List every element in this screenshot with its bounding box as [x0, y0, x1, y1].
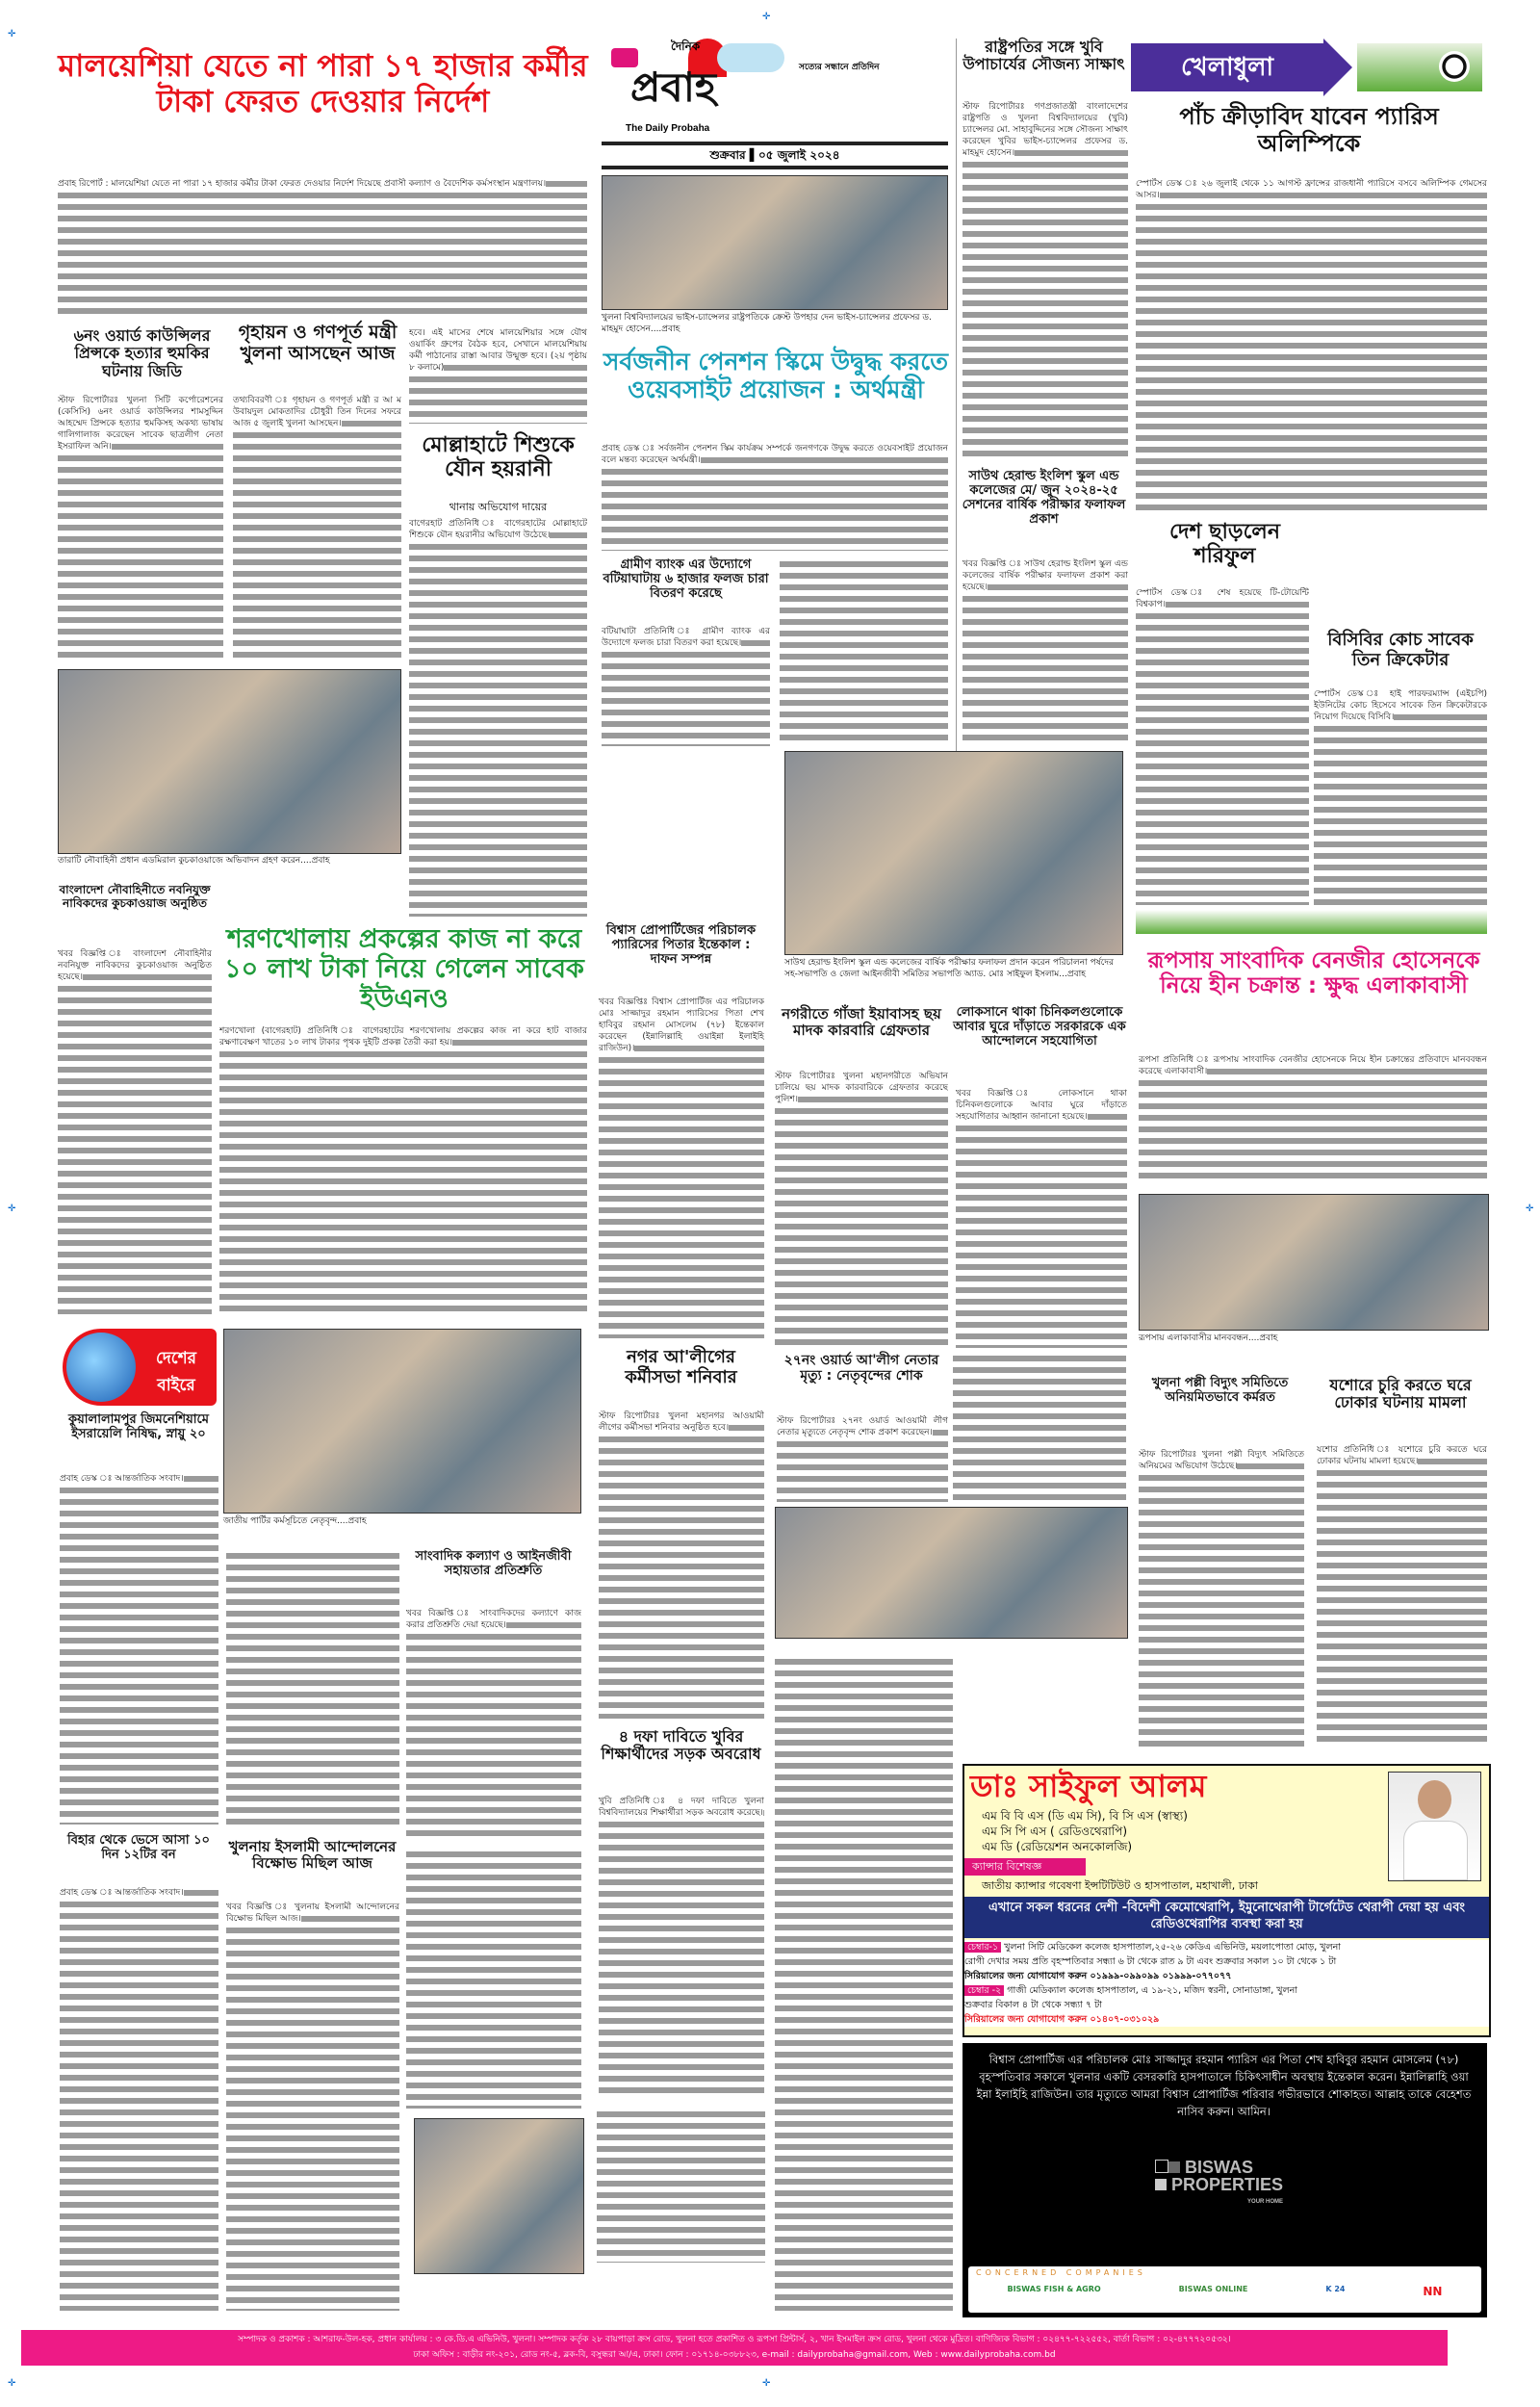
awami-headline: নগর আ'লীগের কর্মীসভা শনিবার: [625, 1347, 737, 1387]
jessore-body: যশোর প্রতিনিধি ঃ যশোরে চুরি করতে ঘরে ঢোকার ঘটনায় মামলা হয়েছে।: [1317, 1444, 1487, 1747]
biswas-headline: বিশ্বাস প্রোপার্টিজের পরিচালক প্যারিসের পিতার ইন্তেকাল : দাফন সম্পন্ন: [605, 923, 757, 967]
lead-continued: হবে। এই মাসের শেষে মালয়েশিয়ার সঙ্গে যৌথ ওয়ার্কিং গ্রুপের বৈঠক হবে, সেখানে মালয়েশিয়ায় কর্মী পাঠানোর রাস্তা আবার উন্মুক্ত হবে। (২য় পৃষ্ঠায় ৮ কলামে): [409, 327, 587, 424]
obituary-advertisement: [962, 2043, 1487, 2317]
masthead-name: প্রবাহ: [630, 64, 716, 111]
bcb-headline: বিসিবির কোচ সাবেক তিন ক্রিকেটার: [1314, 631, 1487, 670]
bihar-headline: বিহার থেকে ভেসে আসা ১০ দিন ১২টির বন: [58, 1834, 219, 1863]
doctor-advertisement: [962, 1764, 1491, 2037]
concerned-companies: CONCERNED COMPANIES BISWAS FISH & AGRO BISWAS ONLINE K 24 NN: [968, 2266, 1481, 2313]
biswas-body: খবর বিজ্ঞপ্তিঃ বিশ্বাস প্রোপার্টিজ এর পরিচালক মোঃ সাজ্জাদুর রহমান প্যারিসের পিতা শেখ হাবিবুর রহমান মোসলেম (৭৮) ইন্তেকাল করেছেন (ইন্নালিল্লাহি ওয়াইন্না ইলাইহি রাজিউন)।: [599, 996, 764, 1338]
photo-caption: তারাটি নৌবাহিনী প্রধান এডমিরাল কুচকাওয়াজে অভিবাদন গ্রহণ করেন....প্রবাহ: [58, 855, 399, 867]
masthead-slogan: সত্যের সন্ধানে প্রতিদিন: [799, 63, 880, 72]
company-logo: BISWAS ONLINE: [1178, 2285, 1248, 2293]
jp-body: [226, 1550, 399, 1829]
sports-banner-label: খেলাধুলা: [1131, 43, 1323, 91]
mollahat-body: বাগেরহাট প্রতিনিধি ঃ বাগেরহাটের মোল্লাহাটে শিশুকে যৌন হয়রানীর অভিযোগ উঠেছে।: [409, 518, 587, 917]
abroad-banner: [63, 1329, 217, 1406]
sports-banner: [1131, 39, 1487, 96]
olympics-body: স্পোর্টস ডেস্ক ঃ ২৬ জুলাই থেকে ১১ আগস্ট ফ্রান্সের রাজধানী প্যারিসে বসবে অলিম্পিক গেমসের আসর।: [1136, 178, 1487, 510]
ad-services-banner: এখানে সকল ধরনের দেশী -বিদেশী কেমোথেরাপি, ইমুনোথেরাপী টার্গেটেড থেরাপী দেয়া হয় এবং রেডিওথেরাপির ব্যবস্থা করা হয়: [964, 1897, 1489, 1938]
lawyer-body: খবর বিজ্ঞপ্তি ঃ সাংবাদিকদের কল্যাণে কাজ করার প্রতিশ্রুতি দেয়া হয়েছে।: [406, 1608, 581, 1839]
arrow-icon: [1323, 39, 1352, 96]
registration-mark-icon: ✛: [8, 29, 16, 39]
obituary-text: বিশ্বাস প্রোপার্টিজ এর পরিচালক মোঃ সাজ্জাদুর রহমান প্যারিস এর পিতা শেখ হাবিবুর রহমান মোসলেম (৭৮) বৃহস্পতিবার সকালে খুলনার একটি বেসরকারি হাসপাতালে চিকিৎসাধীন অবস্থায় ইন্তেকাল করেন। ইন্নালিল্লাহি ওয়া ইন্না ইলাইহি রাজিউন। তার মৃত্যুতে আমরা বিশ্বাস প্রোপার্টিজ পরিবার গভীরভাবে শোকাহত। আল্লাহ তাকে বেহেশত নাসিব করুন। আমিন।: [976, 2053, 1472, 2118]
grameen-body: বটিয়াঘাটা প্রতিনিধি ঃ গ্রামীণ ব্যাংক এর উদ্যোগে ফলজ চারা বিতরণ করা হয়েছে।: [602, 626, 770, 746]
pension-body-2: [780, 558, 948, 741]
pension-headline: সর্বজনীন পেনশন স্কিমে উদ্বুদ্ধ করতে ওয়েবসাইট প্রয়োজন : অর্থমন্ত্রী: [603, 348, 949, 403]
minister-body: তথ্যবিবরণী ঃ গৃহায়ন ও গণপূর্ত মন্ত্রী র আ ম উবায়দুল মোকতাদির চৌধুরী তিন দিনের সফরে আজ ৫ জুলাই খুলনা আসছেন।: [233, 395, 401, 660]
bcb-body: স্পোর্টস ডেস্ক ঃ হাই পারফরম্যান্স (এইচপি) ইউনিটের কোচ হিসেবে সাবেক তিন ক্রিকেটারকে নিয়োগ দিয়েছে বিসিবি।: [1314, 688, 1487, 905]
ad-doctor-name: ডাঃ সাইফুল আলম: [970, 1768, 1207, 1804]
kuet-body: খুবি প্রতিনিধি ঃ ৪ দফা দাবিতে খুলনা বিশ্ববিদ্যালয়ের শিক্ষার্থীরা সড়ক অবরোধ করেছে।: [599, 1796, 764, 2099]
navy-headline: বাংলাদেশ নৌবাহিনীতে নবনিযুক্ত নাবিকদের কুচকাওয়াজ অনুষ্ঠিত: [59, 883, 211, 910]
shariful-headline: দেশ ছাড়লেন শরিফুল: [1136, 520, 1314, 569]
meeting-photo: [414, 2118, 584, 2274]
registration-mark-icon: ✛: [762, 12, 771, 22]
minister-headline: গৃহায়ন ও গণপূর্ত মন্ত্রী খুলনা আসছেন আজ: [238, 322, 398, 364]
ad-degrees: এম বি বি এস (ডি এম সি), বি সি এস (স্বাস্থ্য) এম সি পি এস ( রেডিওথেরাপি) এম ডি (রেডিয়েশন অনকোলজি): [982, 1809, 1188, 1853]
photo-caption: খুলনা বিশ্ববিদ্যালয়ের ভাইস-চ্যান্সেলর রাষ্ট্রপতিকে ক্রেস্ট উপহার দেন ভাইস-চ্যান্সেলর প্রফেসর ড. মাহমুদ হোসেন....প্রবাহ: [602, 312, 948, 335]
vc-headline: রাষ্ট্রপতির সঙ্গে খুবি উপাচার্যের সৌজন্য সাক্ষাৎ: [962, 38, 1125, 74]
globe-icon: [66, 1333, 136, 1402]
doctor-photo: [1388, 1772, 1481, 1881]
drugs-body: স্টাফ রিপোর্টারঃ খুলনা মহানগরীতে অভিযান চালিয়ে ছয় মাদক কারবারিকে গ্রেফতার করেছে পুলিশ।: [775, 1071, 948, 1348]
photo-caption: রূপসায় এলাকাবাসীর মানববন্ধন....প্রবাহ: [1139, 1333, 1487, 1344]
sharankhola-body: শরণখোলা (বাগেরহাট) প্রতিনিধি ঃ বাগেরহাটের শরণখোলায় প্রকল্পের কাজ না করে হাট বাজার রক্ষণাবেক্ষণ খাতের ১০ লাখ টাকার পৃথক দুইটি প্রকল্প তৈরী করা হয়।: [219, 1025, 587, 1314]
company-logo: BISWAS FISH & AGRO: [1007, 2285, 1101, 2293]
cloud-logo-icon: [717, 43, 784, 72]
navy-body: খবর বিজ্ঞপ্তি ঃ বাংলাদেশ নৌবাহিনীর নবনিযুক্ত নাবিকদের কুচকাওয়াজ অনুষ্ঠিত হয়েছে।: [58, 948, 212, 1314]
masthead-english: The Daily Probaha: [626, 123, 710, 134]
lawyer-headline: সাংবাদিক কল্যাণ ও আইনজীবী সহায়তার প্রতিশ্রুতি: [415, 1549, 572, 1578]
sugarmill-body: খবর বিজ্ঞপ্তি ঃ লোকসানে থাকা চিনিকলগুলোকে আবার ঘুরে দাঁড়াতে সহযোগিতার আহ্বান জানানো হয়েছে।: [956, 1088, 1127, 1348]
sugarmill-body-2: [953, 1353, 1126, 1502]
bihar-body: প্রবাহ ডেস্ক ঃ আন্তর্জাতিক সংবাদ।: [60, 1887, 218, 2311]
abroad-banner-label: দেশের বাইরে: [155, 1349, 197, 1395]
ad-specialty: ক্যান্সার বিশেষজ্ঞ: [964, 1858, 1086, 1876]
councillor-headline: ৬নং ওয়ার্ড কাউন্সিলর প্রিন্সকে হত্যার হুমকির ঘটনায় জিডি: [73, 326, 211, 380]
electricity-body: স্টাফ রিপোর্টারঃ খুলনা পল্লী বিদ্যুৎ সমিতিতে অনিয়মের অভিযোগ উঠেছে।: [1139, 1449, 1304, 1747]
company-logo: K 24: [1325, 2285, 1346, 2293]
registration-mark-icon: ✛: [1526, 1204, 1534, 1214]
sharankhola-headline: শরণখোলায় প্রকল্পের কাজ না করে ১০ লাখ টাকা নিয়ে গেলেন সাবেক ইউএনও: [224, 924, 584, 1015]
masthead-prefix: দৈনিক: [671, 39, 701, 53]
shariful-body: স্পোর্টস ডেস্ক ঃ শেষ হয়েছে টি-টোয়েন্টি বিশ্বকাপ।: [1136, 587, 1309, 905]
imprint-footer: সম্পাদক ও প্রকাশক : আশরাফ-উল-হক, প্রধান কার্যালয় : ৩ কে.ডি.এ এভিনিউ, খুলনা। সম্পাদক কর্তৃক ২৮ বায়পাড়া ক্রস রোড, খুলনা হতে প্রকাশিত ও রূপসা প্রিন্টার্স, ২, খান ইসমাইল ক্রস রোড, খুলনা থেকে মুদ্রিত। বাণিজ্যিক বিভাগ : ০২৪৭৭-৭২২৫৫২, বার্তা বিভাগ : ০২-৪৭৭৭২০৫৩২। ঢাকা অফিস : বাড়ীর নং-২০১, রোড নং-৫, ব্লক-বি, বসুন্ধরা আ/এ, ঢাকা। ফোন : ০১৭১৪-০৩৮৮২৩, e-mail : dailyprobaha@gmail.com, Web : www.dailyprobaha.com.bd: [21, 2330, 1448, 2366]
ward-death-headline: ২৭নং ওয়ার্ড আ'লীগ নেতার মৃত্যু : নেতৃবৃন্দের শোক: [783, 1353, 939, 1385]
kuet-headline: ৪ দফা দাবিতে খুবির শিক্ষার্থীদের সড়ক অবরোধ: [597, 1728, 765, 1764]
school-headline: সাউথ হেরাল্ড ইংলিশ স্কুল এন্ড কলেজের মে/ জুন ২০২৪-২৫ সেশনের বার্ষিক পরীক্ষার ফলাফল প্রকাশ: [960, 470, 1128, 528]
registration-mark-icon: ✛: [762, 2378, 771, 2389]
jatiya-party-photo: [223, 1329, 581, 1514]
jessore-headline: যশোরে চুরি করতে ঘরে ঢোকার ঘটনায় মামলা: [1329, 1376, 1472, 1412]
vc-body: স্টাফ রিপোর্টারঃ গণপ্রজাতন্ত্রী বাংলাদেশের রাষ্ট্রপতি ও খুলনা বিশ্ববিদ্যালয়ের (খুবি) চ্যান্সেলর মো. সাহাবুদ্দিনের সঙ্গে সৌজন্য সাক্ষাৎ করেছেন খুবির ভাইস-চ্যান্সেলর প্রফেসর ড. মাহমুদ হোসেন।: [962, 101, 1128, 462]
lead-headline: মালয়েশিয়া যেতে না পারা ১৭ হাজার কর্মীর টাকা ফেরত দেওয়ার নির্দেশ: [58, 47, 588, 119]
ad-institute: জাতীয় ক্যান্সার গবেষণা ইন্সটিটিউট ও হাসপাতাল, মহাখালী, ঢাকা: [982, 1879, 1258, 1892]
olympics-headline: পাঁচ ক্রীড়াবিদ যাবেন প্যারিস অলিম্পিকে: [1179, 103, 1439, 157]
awami-body: স্টাফ রিপোর্টারঃ খুলনা মহানগর আওয়ামী লীগের কর্মীসভা শনিবার অনুষ্ঠিত হবে।: [599, 1411, 764, 1719]
school-body: খবর বিজ্ঞপ্তি ঃ সাউথ হেরাল্ড ইংলিশ স্কুল এন্ড কলেজের বার্ষিক পরীক্ষার ফলাফল প্রকাশ করা হয়েছে।: [962, 558, 1128, 741]
navy-parade-photo: [58, 669, 401, 854]
councillor-body: স্টাফ রিপোর্টারঃ খুলনা সিটি কর্পোরেশনের (কেসিসি) ৬নং ওয়ার্ড কাউন্সিলর শামসুদ্দিন আহম্মেদ প্রিন্সকে হত্যার হুমকিসহ অকথ্য ভাষায় গালিগালাজ করেছেন সাবেক ছাত্রলীগ নেতা ইসরাফিল অনি।: [58, 395, 223, 660]
registration-mark-icon: ✛: [8, 2378, 16, 2389]
photo-caption: জাতীয় পার্টির কর্মসূচিতে নেতৃবৃন্দ....প্রবাহ: [223, 1515, 579, 1527]
drugs-headline: নগরীতে গাঁজা ইয়াবাসহ ছয় মাদক কারবারি গ্রেফতার: [782, 1005, 941, 1040]
pension-body: প্রবাহ ডেস্ক ঃ সর্বজনীন পেনশন স্কিম কার্যক্রম সম্পর্কে জনগণকে উদ্বুদ্ধ করতে ওয়েবসাইট প্রয়োজন বলে মন্তব্য করেছেন অর্থমন্ত্রী।: [602, 443, 948, 551]
islami-body: খবর বিজ্ঞপ্তি ঃ খুলনায় ইসলামী আন্দোলনের বিক্ষোভ মিছিল আজ।: [226, 1902, 399, 2311]
cricket-football-icon: [1357, 43, 1482, 91]
rupsha-headline: রূপসায় সাংবাদিক বেনজীর হোসেনকে নিয়ে হীন চক্রান্ত : ক্ষুদ্ধ এলাকাবাসী: [1147, 948, 1480, 999]
grass-divider: [1136, 910, 1487, 934]
ward-death-body: স্টাফ রিপোর্টারঃ ২৭নং ওয়ার্ড আওয়ামী লীগ নেতার মৃত্যুতে নেতৃবৃন্দ শোক প্রকাশ করেছেন।: [777, 1415, 948, 1502]
misc-body: [775, 1656, 953, 2311]
biswas-properties-logo: BISWAS PROPERTIES YOUR HOME: [1155, 2159, 1283, 2211]
islami-headline: খুলনায় ইসলামী আন্দোলনের বিক্ষোভ মিছিল আজ: [223, 1839, 401, 1873]
company-logo: NN: [1423, 2285, 1443, 2298]
photo-caption: সাউথ হেরাল্ড ইংলিশ স্কুল এন্ড কলেজের বার্ষিক পরীক্ষার ফলাফল প্রদান করেন পরিচালনা পর্ষদের সহ-সভাপতি ও জেলা আইনজীবী সমিতির সভাপতি অ্যাড. মোঃ সাইফুল ইসলাম...প্রবাহ: [784, 957, 1121, 980]
lead-body: প্রবাহ রিপোর্ট : মালয়েশিয়া যেতে না পারা ১৭ হাজার কর্মীর টাকা ফেরত দেওয়ার নির্দেশ দিয়েছে প্রবাসী কল্যাণ ও বৈদেশিক কর্মসংস্থান মন্ত্রণালয়।: [58, 178, 587, 318]
hospital-photo: [775, 1507, 1128, 1639]
misc-body-2: [597, 2109, 765, 2263]
ad-chambers: চেম্বার-১ খুলনা সিটি মেডিকেল কলেজ হাসপাতাল,২৫-২৬ কেডিএ এভিনিউ, ময়লাপোতা মোড়, খুলনা রোগী দেখার সময় প্রতি বৃহস্পতিবার সন্ধ্যা ৬ টা থেকে রাত ৯ টা এবং শুক্রবার সকাল ১০ টা থেকে ১ টা সিরিয়ালের জন্য যোগাযোগ করুন ০১৯৯৯-০৯৯০৯৯ ০১৯৯৯-০৭৭০৭৭ চেম্বার -২ গাজী মেডিক্যাল কলেজ হাসপাতাল, এ ১৯-২১, মজিদ স্বরনী, সোনাডাঙ্গা, খুলনা শুক্রবার বিকাল ৪ টা থেকে সন্ধ্যা ৭ টা সিরিয়ালের জন্য যোগাযোগ করুন ০১৪০৭-০৩১০২৯: [964, 1940, 1489, 2027]
kl-headline: কুয়ালালামপুর জিমনেশিয়ামে ইসরায়েলি নিষিদ্ধ, স্নায়ু ২০: [68, 1412, 209, 1441]
lawyer-body-2: [406, 1849, 581, 2109]
masthead: [602, 29, 948, 140]
electricity-headline: খুলনা পল্লী বিদ্যুৎ সমিতিতে অনিয়মিতভাবে কর্মরত: [1151, 1376, 1289, 1405]
dateline: শুক্রবার ▌০৫ জুলাই ২০২৪: [709, 148, 840, 162]
rally-photo: [1139, 1194, 1489, 1331]
mollahat-headline: মোল্লাহাটে শিশুকে যৌন হয়রানী: [422, 433, 575, 482]
sugarmill-headline: লোকসানে থাকা চিনিকলগুলোকে আবার ঘুরে দাঁড়াতে সরকারকে এক আন্দোলনে সহযোগিতা: [953, 1005, 1126, 1048]
kl-body: প্রবাহ ডেস্ক ঃ আন্তর্জাতিক সংবাদ।: [60, 1473, 218, 1825]
rupsha-body: রূপসা প্রতিনিধি ঃ রূপসায় সাংবাদিক বেনজীর হোসেনকে নিয়ে হীন চক্রান্তের প্রতিবাদে মানববন্ধন করেছে এলাকাবাসী।: [1139, 1054, 1487, 1184]
school-award-photo: [784, 751, 1123, 955]
mollahat-subhead: থানায় অভিযোগ দায়ের: [449, 501, 548, 513]
registration-mark-icon: ✛: [8, 1204, 16, 1214]
president-meeting-photo: [602, 175, 948, 310]
grameen-headline: গ্রামীণ ব্যাংক এর উদ্যোগে বটিয়াঘাটায় ৬ হাজার ফলজ চারা বিতরণ করেছে: [603, 557, 769, 601]
